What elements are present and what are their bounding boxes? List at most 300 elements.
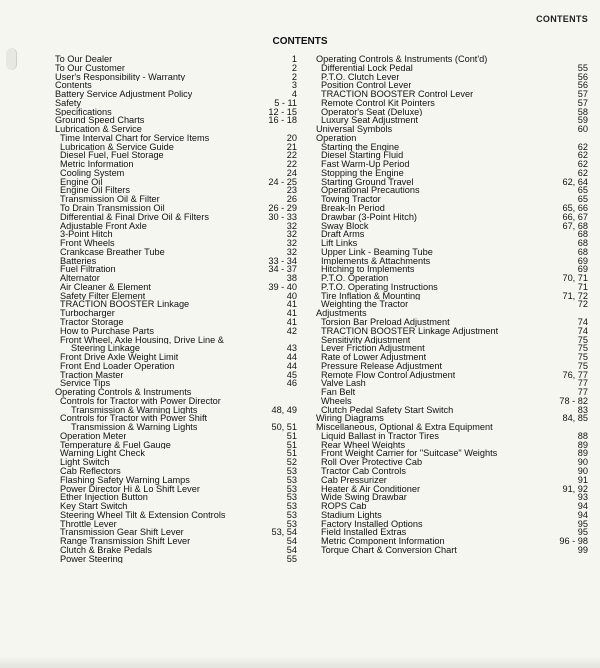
toc-entry-title: 3-Point Hitch	[60, 230, 113, 240]
toc-entry-title: Lever Friction Adjustment	[321, 344, 425, 354]
toc-entry-title: To Our Dealer	[55, 55, 113, 64]
toc-entry	[316, 449, 588, 458]
toc-entry-title: TRACTION BOOSTER Control Lever	[321, 90, 474, 99]
toc-entry-title: Upper Link - Beaming Tube	[321, 247, 433, 257]
toc-entry-page: 65	[577, 194, 588, 205]
toc-entry	[55, 169, 297, 178]
toc-entry	[316, 397, 588, 406]
toc-entry-title: To Our Customer	[55, 63, 125, 73]
toc-entry-title: P.T.O. Clutch Lever	[321, 72, 400, 82]
toc-entry-title: Front Drive Axle Weight Limit	[60, 353, 179, 362]
toc-entry-page: 1	[291, 54, 297, 64]
toc-entry-title: P.T.O. Operation	[321, 274, 389, 283]
toc-entry-page: 53	[286, 492, 297, 503]
toc-entry	[316, 265, 588, 274]
toc-entry-page: 94	[577, 501, 588, 512]
toc-entry	[55, 274, 297, 283]
toc-entry	[316, 73, 588, 82]
toc-entry-title: Flashing Safety Warning Lamps	[60, 475, 190, 485]
toc-entry	[55, 99, 297, 108]
toc-entry-title: TRACTION BOOSTER Linkage	[60, 300, 190, 310]
toc-entry	[316, 511, 588, 520]
toc-entry	[316, 493, 588, 502]
toc-entry	[316, 116, 588, 125]
toc-entry-page: 22	[286, 150, 297, 161]
toc-entry	[55, 257, 297, 266]
toc-entry-page: 62	[577, 159, 588, 170]
toc-entry-title: Cab Reflectors	[60, 466, 121, 476]
toc-entry-title: Fuel Filtration	[60, 265, 116, 275]
toc-entry-title: Front End Loader Operation	[60, 361, 175, 371]
toc-entry-page: 57	[577, 89, 588, 100]
toc-entry-title: Throttle Lever	[60, 519, 117, 529]
toc-entry-page: 51	[286, 448, 297, 459]
toc-entry	[316, 213, 588, 222]
toc-entry-page: 90	[577, 465, 588, 476]
toc-entry-title: Luxury Seat Adjustment	[321, 116, 419, 126]
toc-entry-page: 77	[577, 387, 588, 398]
toc-entry-page: 62	[577, 167, 588, 178]
toc-entry-page: 75	[577, 352, 588, 363]
toc-entry-page: 52	[286, 457, 297, 468]
toc-entry	[55, 73, 297, 82]
toc-entry-page: 21	[286, 141, 297, 152]
toc-entry-title: Tire Inflation & Mounting	[321, 291, 421, 301]
toc-entry-title: Specifications	[55, 107, 112, 117]
toc-entry	[316, 476, 588, 485]
toc-entry-title: Diesel Starting Fluid	[321, 151, 404, 161]
toc-entry	[316, 90, 588, 99]
toc-entry	[55, 502, 297, 511]
toc-entry-page: 91	[577, 474, 588, 485]
toc-entry-title: Alternator	[60, 274, 100, 283]
toc-entry	[55, 90, 297, 99]
toc-entry-page: 95	[577, 527, 588, 538]
toc-entry-title: Ground Speed Charts	[55, 116, 145, 126]
toc-entry-title: Pressure Release Adjustment	[321, 361, 443, 371]
toc-entry	[316, 186, 588, 195]
toc-entry	[316, 537, 588, 546]
toc-entry-title: Time Interval Chart for Service Items	[60, 133, 210, 143]
toc-entry	[316, 502, 588, 511]
toc-entry-page: 45	[286, 369, 297, 380]
running-head: CONTENTS	[536, 14, 588, 24]
toc-entry-page: 53	[286, 509, 297, 520]
toc-entry-page: 2	[291, 62, 297, 73]
toc-entry	[55, 485, 297, 494]
toc-entry	[55, 467, 297, 476]
toc-entry	[316, 423, 588, 432]
toc-entry-title: Implements & Attachments	[321, 256, 431, 266]
toc-entry-page: 54	[286, 544, 297, 555]
toc-entry-page: 62, 64	[562, 176, 588, 187]
toc-entry	[55, 213, 297, 222]
toc-entry-title: Operating Controls & Instruments	[55, 388, 192, 397]
toc-entry	[316, 222, 588, 231]
toc-entry-title: Miscellaneous, Optional & Extra Equipment	[316, 423, 493, 432]
toc-entry	[55, 406, 297, 415]
toc-entry-page: 56	[577, 71, 588, 82]
toc-entry	[316, 458, 588, 467]
toc-entry	[316, 108, 588, 117]
toc-entry-page: 70, 71	[562, 273, 588, 284]
toc-entry-page: 41	[286, 308, 297, 319]
toc-entry	[316, 143, 588, 152]
toc-entry-page: 57	[577, 97, 588, 108]
toc-entry-title: Towing Tractor	[321, 195, 381, 205]
toc-entry-title: TRACTION BOOSTER Linkage Adjustment	[321, 326, 499, 336]
toc-entry-title: Front Weight Carrier for "Suitcase" Weights	[321, 449, 498, 459]
toc-entry-page: 55	[577, 62, 588, 73]
toc-entry-title: Differential & Final Drive Oil & Filters	[60, 212, 209, 222]
toc-entry-page: 90	[577, 457, 588, 468]
toc-entry-title: Ether Injection Button	[60, 493, 148, 503]
toc-entry-page: 41	[286, 316, 297, 327]
toc-entry	[55, 379, 297, 388]
toc-entry-title: Lubrication & Service Guide	[60, 142, 174, 152]
toc-entry-title: Rear Wheel Weights	[321, 440, 406, 450]
toc-entry-title: Sensitivity Adjustment	[321, 335, 411, 345]
toc-entry-title: Transmission & Warning Lights	[71, 405, 198, 415]
toc-entry-title: Batteries	[60, 256, 97, 266]
toc-entry	[55, 178, 297, 187]
toc-entry-title: Crankcase Breather Tube	[60, 247, 165, 257]
page-title: CONTENTS	[272, 36, 328, 47]
toc-entry	[316, 300, 588, 309]
toc-entry-page: 66, 67	[562, 211, 588, 222]
toc-entry-page: 4	[291, 89, 297, 100]
toc-entry-title: Temperature & Fuel Gauge	[60, 440, 171, 450]
toc-entry-title: Cooling System	[60, 168, 125, 178]
toc-entry	[316, 414, 588, 423]
toc-entry	[316, 292, 588, 301]
toc-entry-title: Fast Warm-Up Period	[321, 160, 410, 169]
toc-entry-page: 44	[286, 360, 297, 371]
toc-entry-page: 12 - 15	[268, 106, 297, 117]
toc-entry	[316, 379, 588, 388]
toc-entry-page: 91, 92	[562, 483, 588, 494]
toc-entry	[55, 151, 297, 160]
toc-entry-title: Stadium Lights	[321, 510, 382, 520]
toc-entry-page: 62	[577, 150, 588, 161]
toc-entry-title: Liquid Ballast in Tractor Tires	[321, 431, 439, 441]
toc-entry-page: 74	[577, 325, 588, 336]
toc-entry	[55, 414, 297, 423]
toc-entry-page: 22	[286, 159, 297, 170]
toc-entry-title: Roll Over Protective Cab	[321, 458, 423, 467]
toc-entry-page: 26 - 29	[268, 203, 297, 214]
toc-entry-title: Engine Oil Filters	[60, 186, 130, 196]
toc-entry	[55, 186, 297, 195]
toc-entry-title: Battery Service Adjustment Policy	[55, 90, 193, 99]
toc-entry-title: Position Control Lever	[321, 81, 412, 91]
toc-entry	[316, 362, 588, 371]
toc-entry-page: 32	[286, 229, 297, 240]
toc-entry-title: Turbocharger	[60, 309, 115, 318]
toc-entry-title: Operational Precautions	[321, 186, 420, 196]
toc-entry	[55, 116, 297, 125]
toc-entry-page: 89	[577, 448, 588, 459]
page-shadow	[0, 656, 600, 668]
toc-entry-title: Safety	[55, 98, 82, 108]
toc-entry-page: 99	[577, 544, 588, 555]
toc-entry-title: Lubrication & Service	[55, 125, 142, 134]
toc-entry-title: Cab Pressurizer	[321, 475, 387, 485]
toc-entry-page: 51	[286, 430, 297, 441]
toc-entry	[316, 353, 588, 362]
toc-entry-page: 16 - 18	[268, 115, 297, 126]
toc-entry-title: Steering Linkage	[71, 344, 140, 354]
toc-entry	[316, 467, 588, 476]
toc-entry-page: 68	[577, 238, 588, 249]
toc-entry-title: Sway Block	[321, 221, 369, 231]
toc-entry-page: 24	[286, 167, 297, 178]
toc-entry-page: 53	[286, 474, 297, 485]
toc-entry-title: Operator's Seat (Deluxe)	[321, 107, 423, 117]
toc-entry-page: 51	[286, 439, 297, 450]
toc-entry-title: Heater & Air Conditioner	[321, 484, 421, 494]
toc-entry	[55, 160, 297, 169]
toc-entry	[316, 528, 588, 537]
toc-entry-title: Power Steering	[60, 554, 123, 564]
toc-entry-page: 62	[577, 141, 588, 152]
toc-entry	[316, 432, 588, 441]
toc-entry-title: Air Cleaner & Element	[60, 282, 151, 292]
toc-entry-page: 69	[577, 264, 588, 275]
toc-entry	[316, 485, 588, 494]
toc-entry	[316, 248, 588, 257]
toc-entry	[316, 81, 588, 90]
toc-entry	[316, 169, 588, 178]
toc-entry-title: To Drain Transmission Oil	[60, 204, 165, 213]
toc-entry-page: 38	[286, 273, 297, 284]
toc-entry	[316, 283, 588, 292]
toc-entry	[316, 309, 588, 318]
toc-entry-page: 46	[286, 378, 297, 389]
toc-entry-title: Remote Flow Control Adjustment	[321, 370, 456, 380]
toc-entry	[316, 55, 588, 64]
toc-entry	[55, 388, 297, 397]
toc-entry-page: 34 - 37	[268, 264, 297, 275]
toc-entry-page: 33 - 34	[268, 255, 297, 266]
toc-entry-page: 2	[291, 71, 297, 82]
toc-entry-page: 75	[577, 360, 588, 371]
toc-entry-title: Clutch & Brake Pedals	[60, 545, 152, 555]
toc-entry-page: 83	[577, 404, 588, 415]
toc-entry	[316, 388, 588, 397]
toc-entry-title: Field Installed Extras	[321, 528, 407, 538]
toc-entry-page: 95	[577, 518, 588, 529]
toc-entry	[316, 151, 588, 160]
toc-entry-title: Valve Lash	[321, 379, 366, 389]
toc-entry-title: Torsion Bar Preload Adjustment	[321, 317, 450, 327]
toc-entry-page: 32	[286, 238, 297, 249]
toc-entry	[316, 344, 588, 353]
toc-entry	[55, 283, 297, 292]
toc-entry-title: Rate of Lower Adjustment	[321, 353, 427, 362]
toc-entry-page: 20	[286, 132, 297, 143]
toc-entry	[316, 318, 588, 327]
toc-entry-title: Controls for Tractor with Power Director	[60, 396, 221, 406]
toc-entry	[55, 230, 297, 239]
toc-entry-page: 74	[577, 316, 588, 327]
toc-entry-title: Front Wheels	[60, 239, 115, 248]
toc-entry	[55, 520, 297, 529]
toc-entry	[316, 64, 588, 73]
toc-entry-page: 40	[286, 290, 297, 301]
toc-entry	[55, 458, 297, 467]
toc-entry-page: 58	[577, 106, 588, 117]
toc-entry-title: Safety Filter Element	[60, 291, 146, 301]
toc-entry-page: 71	[577, 281, 588, 292]
toc-entry-page: 53	[286, 501, 297, 512]
toc-entry-page: 23	[286, 185, 297, 196]
toc-entry-page: 3	[291, 80, 297, 91]
toc-entry	[55, 300, 297, 309]
toc-entry-title: Torque Chart & Conversion Chart	[321, 545, 457, 555]
toc-entry	[316, 336, 588, 345]
toc-entry	[55, 55, 297, 64]
toc-entry-page: 69	[577, 255, 588, 266]
toc-entry-page: 53	[286, 483, 297, 494]
toc-entry-page: 53, 54	[271, 527, 297, 538]
toc-entry-title: User's Responsibility - Warranty	[55, 72, 186, 82]
toc-entry-page: 54	[286, 536, 297, 547]
toc-entry-title: Lift Links	[321, 239, 358, 248]
toc-entry-title: Adjustments	[316, 309, 367, 318]
toc-entry-page: 75	[577, 343, 588, 354]
contents-left-column	[55, 55, 297, 563]
toc-entry-title: Wide Swing Drawbar	[321, 493, 407, 503]
toc-entry	[55, 546, 297, 555]
toc-entry-title: Traction Master	[60, 370, 124, 380]
toc-entry	[316, 160, 588, 169]
toc-entry-title: P.T.O. Operating Instructions	[321, 282, 438, 292]
toc-entry	[316, 327, 588, 336]
toc-entry-title: Tractor Storage	[60, 317, 124, 327]
toc-entry-page: 75	[577, 334, 588, 345]
binder-hole	[6, 48, 17, 70]
toc-entry-page: 56	[577, 80, 588, 91]
toc-entry-page: 59	[577, 115, 588, 126]
toc-entry-page: 84, 85	[562, 413, 588, 424]
toc-entry	[55, 449, 297, 458]
toc-entry-title: Range Transmission Shift Lever	[60, 537, 191, 546]
toc-entry-page: 48, 49	[271, 404, 297, 415]
toc-entry-page: 89	[577, 439, 588, 450]
toc-entry	[55, 353, 297, 362]
toc-entry-page: 41	[286, 299, 297, 310]
toc-entry-page: 94	[577, 509, 588, 520]
toc-entry-title: Metric Information	[60, 160, 134, 169]
toc-entry-title: Transmission Gear Shift Lever	[60, 528, 184, 538]
toc-entry-page: 32	[286, 246, 297, 257]
toc-entry	[55, 248, 297, 257]
toc-entry-page: 96 - 98	[559, 536, 588, 547]
toc-entry-title: Diesel Fuel, Fuel Storage	[60, 151, 164, 161]
toc-entry-title: ROPS Cab	[321, 502, 367, 511]
toc-entry	[316, 99, 588, 108]
toc-entry-page: 65	[577, 185, 588, 196]
toc-entry	[55, 239, 297, 248]
toc-entry-page: 88	[577, 430, 588, 441]
toc-entry-page: 42	[286, 325, 297, 336]
toc-entry-title: Steering Wheel Tilt & Extension Controls	[60, 510, 226, 520]
toc-entry-title: Hitching to Implements	[321, 265, 415, 275]
toc-entry-title: Key Start Switch	[60, 502, 128, 511]
toc-entry-page: 68	[577, 229, 588, 240]
toc-entry-page: 67, 68	[562, 220, 588, 231]
toc-entry-page: 72	[577, 299, 588, 310]
toc-entry	[55, 327, 297, 336]
toc-entry-page: 30 - 33	[268, 211, 297, 222]
toc-entry-title: Starting Ground Travel	[321, 177, 414, 187]
toc-entry	[55, 397, 297, 406]
toc-entry	[55, 134, 297, 143]
toc-entry-page: 39 - 40	[268, 281, 297, 292]
toc-entry	[55, 336, 297, 345]
toc-entry	[316, 520, 588, 529]
toc-entry-title: Drawbar (3-Point Hitch)	[321, 212, 417, 222]
toc-entry-title: Engine Oil	[60, 177, 103, 187]
toc-entry-title: Break-In Period	[321, 204, 385, 213]
toc-entry-title: Transmission & Warning Lights	[71, 423, 198, 432]
toc-entry	[316, 195, 588, 204]
toc-entry-page: 78 - 82	[559, 395, 588, 406]
toc-entry-title: Contents	[55, 81, 92, 91]
toc-entry-title: Remote Control Kit Pointers	[321, 98, 435, 108]
toc-entry-title: Factory Installed Options	[321, 519, 423, 529]
toc-entry-title: Transmission Oil & Filter	[60, 195, 160, 205]
toc-entry-title: Front Wheel, Axle Housing, Drive Line &	[60, 335, 224, 345]
toc-entry-title: Weighting the Tractor	[321, 300, 409, 310]
toc-entry-title: Light Switch	[60, 458, 110, 467]
toc-entry-page: 44	[286, 352, 297, 363]
toc-entry-page: 26	[286, 194, 297, 205]
toc-entry-title: Warning Light Check	[60, 449, 145, 459]
toc-entry-title: Operating Controls & Instruments (Cont'd)	[316, 55, 488, 64]
toc-entry-title: Adjustable Front Axle	[60, 221, 147, 231]
toc-entry	[55, 511, 297, 520]
toc-entry-title: Starting the Engine	[321, 142, 400, 152]
toc-entry	[316, 274, 588, 283]
toc-entry	[55, 204, 297, 213]
toc-entry	[316, 546, 588, 555]
toc-entry	[55, 222, 297, 231]
toc-entry-title: Operation	[316, 133, 357, 143]
toc-entry-page: 60	[577, 124, 588, 135]
toc-entry	[55, 318, 297, 327]
toc-entry	[316, 441, 588, 450]
toc-entry-title: Wheels	[321, 396, 352, 406]
toc-entry	[316, 239, 588, 248]
toc-entry-title: Clutch Pedal Safety Start Switch	[321, 405, 454, 415]
toc-entry	[55, 195, 297, 204]
toc-entry	[316, 257, 588, 266]
toc-entry	[55, 371, 297, 380]
toc-entry	[55, 143, 297, 152]
toc-entry-title: Operation Meter	[60, 431, 127, 441]
toc-entry	[316, 406, 588, 415]
toc-entry-title: Differential Lock Pedal	[321, 63, 413, 73]
toc-entry	[316, 134, 588, 143]
toc-entry-page: 53	[286, 465, 297, 476]
toc-entry	[55, 265, 297, 274]
toc-entry	[55, 476, 297, 485]
toc-entry	[55, 493, 297, 502]
toc-entry	[55, 441, 297, 450]
toc-entry	[55, 81, 297, 90]
